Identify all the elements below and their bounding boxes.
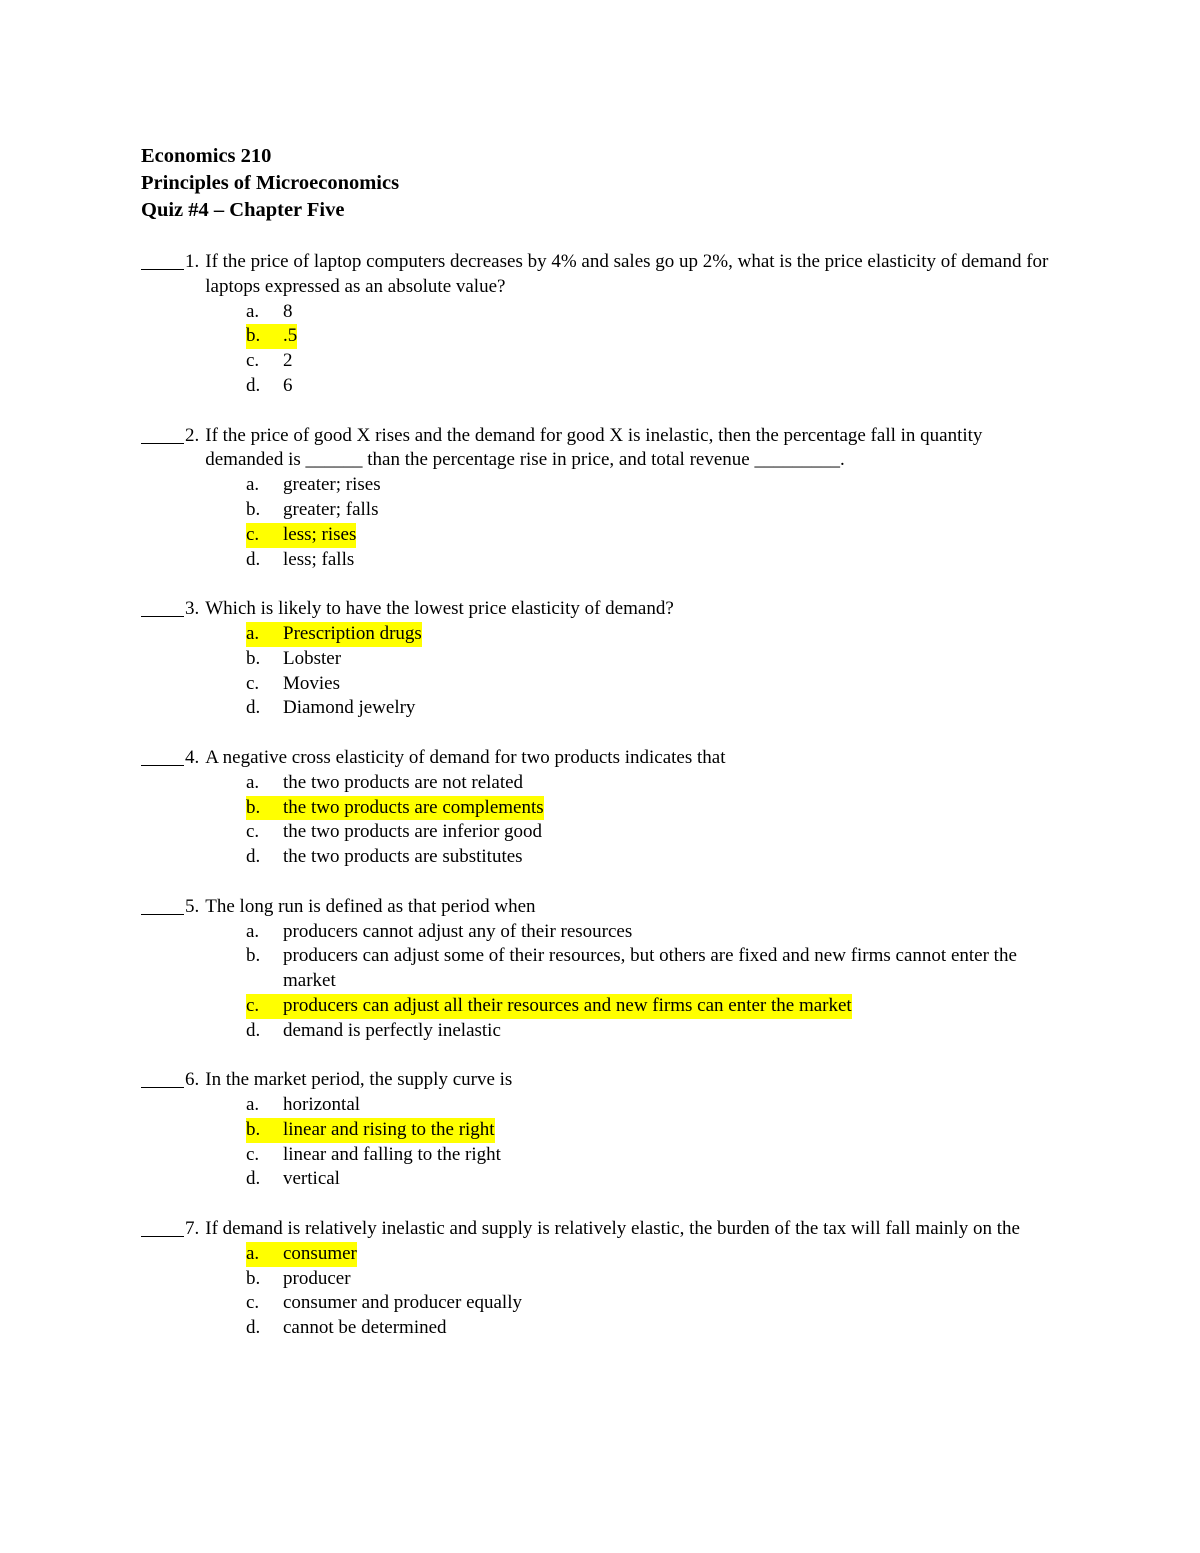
question-text: If the price of good X rises and the demand for good X is inelastic, then the percentage fall in quantity demanded is ______ than the percentage rise in price, and total revenue _________. xyxy=(205,424,983,471)
option-letter: b. xyxy=(246,498,261,520)
option-text: Lobster xyxy=(283,647,342,669)
answer-option xyxy=(246,796,1061,821)
option-letter: c. xyxy=(246,1143,260,1165)
answer-option xyxy=(246,771,1061,796)
option-text: producer xyxy=(283,1267,351,1289)
answer-option xyxy=(246,349,1061,374)
option-text: horizontal xyxy=(283,1094,361,1116)
answer-option xyxy=(246,696,1061,721)
option-list xyxy=(246,622,1061,721)
highlighted-answer xyxy=(246,1242,357,1267)
question-number: 6. xyxy=(185,1069,200,1091)
question-number: 7. xyxy=(185,1218,200,1240)
option-letter: d. xyxy=(246,697,261,719)
option-letter: c. xyxy=(246,994,260,1016)
answer-option xyxy=(246,1267,1061,1292)
question-text: The long run is defined as that period when xyxy=(205,895,536,917)
option-text: the two products are not related xyxy=(283,771,524,793)
highlighted-answer xyxy=(246,523,356,548)
option-letter: c. xyxy=(246,821,260,843)
option-letter: c. xyxy=(246,523,260,545)
quiz-page xyxy=(141,143,1061,1366)
option-letter: b. xyxy=(246,1267,261,1289)
question-row xyxy=(141,895,1061,920)
course-title: Principles of Microeconomics xyxy=(141,172,400,194)
option-text: consumer and producer equally xyxy=(283,1292,522,1314)
option-list xyxy=(246,300,1061,399)
option-content xyxy=(246,1093,360,1118)
answer-option xyxy=(246,845,1061,870)
quiz-header xyxy=(141,143,1061,224)
answer-option xyxy=(246,498,1061,523)
option-content xyxy=(246,845,523,870)
option-list xyxy=(246,771,1061,870)
option-letter: a. xyxy=(246,300,260,322)
option-letter: c. xyxy=(246,1292,260,1314)
option-letter: b. xyxy=(246,945,261,967)
course-name: Economics 210 xyxy=(141,145,272,167)
option-letter: c. xyxy=(246,672,260,694)
option-letter: d. xyxy=(246,846,261,868)
option-letter: c. xyxy=(246,350,260,372)
answer-option xyxy=(246,1242,1061,1267)
answer-option xyxy=(246,944,1061,994)
question-1 xyxy=(141,250,1061,399)
option-content xyxy=(246,374,293,399)
option-letter: a. xyxy=(246,1094,260,1116)
option-content xyxy=(246,647,341,672)
question-number: 4. xyxy=(185,746,200,768)
question-row xyxy=(141,1217,1061,1242)
option-letter: a. xyxy=(246,920,260,942)
option-text: .5 xyxy=(283,325,298,347)
answer-option xyxy=(246,1019,1061,1044)
option-text: consumer xyxy=(283,1242,357,1264)
answer-blank xyxy=(141,746,184,766)
option-text: the two products are substitutes xyxy=(283,846,523,868)
highlighted-answer xyxy=(246,1118,495,1143)
question-row xyxy=(141,1068,1061,1093)
option-content xyxy=(246,349,293,374)
question-list xyxy=(141,250,1061,1341)
option-text: Movies xyxy=(283,672,340,694)
option-text: linear and falling to the right xyxy=(283,1143,501,1165)
option-text: producers can adjust all their resources and new firms can enter the market xyxy=(283,994,852,1016)
option-letter: d. xyxy=(246,1317,261,1339)
answer-option xyxy=(246,523,1061,548)
option-content xyxy=(246,1291,522,1316)
option-content xyxy=(246,473,381,498)
option-content xyxy=(246,944,1061,994)
answer-option xyxy=(246,324,1061,349)
answer-option xyxy=(246,920,1061,945)
answer-option xyxy=(246,647,1061,672)
option-text: greater; rises xyxy=(283,474,381,496)
option-list xyxy=(246,473,1061,572)
answer-option xyxy=(246,1118,1061,1143)
question-row xyxy=(141,746,1061,771)
answer-option xyxy=(246,1143,1061,1168)
option-letter: a. xyxy=(246,771,260,793)
question-text: If demand is relatively inelastic and supply is relatively elastic, the burden of the tax will fall mainly on the xyxy=(205,1218,1020,1240)
option-list xyxy=(246,1242,1061,1341)
option-letter: b. xyxy=(246,1118,261,1140)
option-text: vertical xyxy=(283,1168,340,1190)
option-content xyxy=(246,920,632,945)
question-number: 2. xyxy=(185,424,200,446)
question-row xyxy=(141,250,1061,300)
highlighted-answer xyxy=(246,324,297,349)
question-5 xyxy=(141,895,1061,1044)
answer-blank xyxy=(141,895,184,915)
highlighted-answer xyxy=(246,796,544,821)
question-2 xyxy=(141,424,1061,573)
highlighted-answer xyxy=(246,994,852,1019)
answer-option xyxy=(246,1291,1061,1316)
option-letter: b. xyxy=(246,325,261,347)
option-text: Diamond jewelry xyxy=(283,697,416,719)
option-letter: d. xyxy=(246,1019,261,1041)
answer-option xyxy=(246,548,1061,573)
option-list xyxy=(246,920,1061,1044)
option-content xyxy=(246,1019,501,1044)
question-row xyxy=(141,424,1061,474)
question-text: A negative cross elasticity of demand for two products indicates that xyxy=(205,746,726,768)
option-content xyxy=(246,696,415,721)
option-content xyxy=(246,820,542,845)
answer-blank xyxy=(141,1217,184,1237)
highlighted-answer xyxy=(246,622,422,647)
question-7 xyxy=(141,1217,1061,1341)
option-letter: d. xyxy=(246,374,261,396)
question-number: 3. xyxy=(185,598,200,620)
question-3 xyxy=(141,597,1061,721)
option-text: 6 xyxy=(283,374,293,396)
option-content xyxy=(246,1143,501,1168)
question-6 xyxy=(141,1068,1061,1192)
answer-option xyxy=(246,1316,1061,1341)
option-text: demand is perfectly inelastic xyxy=(283,1019,501,1041)
answer-option xyxy=(246,1167,1061,1192)
option-letter: a. xyxy=(246,622,260,644)
answer-option xyxy=(246,374,1061,399)
question-number: 1. xyxy=(185,251,200,272)
answer-blank xyxy=(141,424,184,444)
option-content xyxy=(246,672,340,697)
option-letter: b. xyxy=(246,647,261,669)
option-content xyxy=(246,300,293,325)
option-content xyxy=(246,1267,351,1292)
option-text: greater; falls xyxy=(283,498,379,520)
option-text: less; falls xyxy=(283,548,355,570)
answer-option xyxy=(246,473,1061,498)
quiz-title: Quiz #4 – Chapter Five xyxy=(141,199,345,221)
option-letter: b. xyxy=(246,796,261,818)
option-text: 8 xyxy=(283,300,293,322)
option-content xyxy=(246,548,354,573)
answer-blank xyxy=(141,1068,184,1088)
option-content xyxy=(246,498,378,523)
answer-option xyxy=(246,300,1061,325)
option-text: producers cannot adjust any of their resources xyxy=(283,920,633,942)
option-letter: a. xyxy=(246,474,260,496)
question-number: 5. xyxy=(185,895,200,917)
answer-option xyxy=(246,994,1061,1019)
option-content xyxy=(246,1316,447,1341)
answer-option xyxy=(246,622,1061,647)
question-text: Which is likely to have the lowest price elasticity of demand? xyxy=(205,598,674,620)
option-letter: a. xyxy=(246,1242,260,1264)
option-text: the two products are complements xyxy=(283,796,544,818)
option-text: less; rises xyxy=(283,523,357,545)
option-text: 2 xyxy=(283,350,293,372)
option-text: the two products are inferior good xyxy=(283,821,543,843)
option-text: linear and rising to the right xyxy=(283,1118,495,1140)
option-letter: d. xyxy=(246,548,261,570)
option-content xyxy=(246,771,523,796)
answer-option xyxy=(246,1093,1061,1118)
option-list xyxy=(246,1093,1061,1192)
answer-option xyxy=(246,820,1061,845)
option-content xyxy=(246,1167,340,1192)
option-text: producers can adjust some of their resources, but others are fixed and new firms cannot enter the market xyxy=(283,945,1017,992)
answer-option xyxy=(246,672,1061,697)
option-text: cannot be determined xyxy=(283,1317,447,1339)
question-text: In the market period, the supply curve is xyxy=(205,1069,513,1091)
option-text: Prescription drugs xyxy=(283,622,422,644)
answer-blank xyxy=(141,597,184,617)
option-letter: d. xyxy=(246,1168,261,1190)
answer-blank xyxy=(141,250,184,270)
question-text: If the price of laptop computers decreases by 4% and sales go up 2%, what is the price elasticity of demand for laptops expressed as an absolute value? xyxy=(205,251,1049,297)
question-row xyxy=(141,597,1061,622)
question-4 xyxy=(141,746,1061,870)
